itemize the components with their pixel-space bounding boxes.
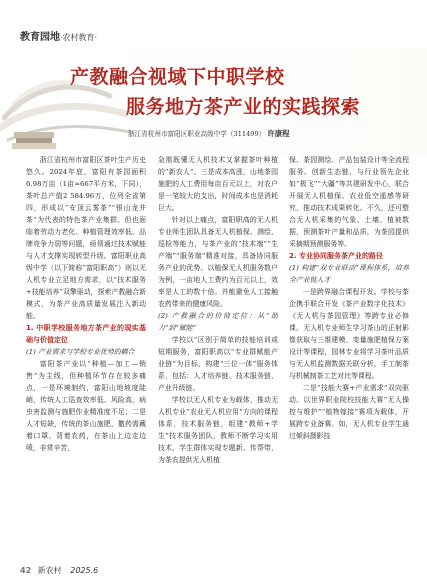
issue-date: 2025.6 [70, 566, 99, 575]
section-heading: 2. 专业协同服务茶产业的路径 [289, 252, 383, 260]
paragraph: 浙江省杭州市富阳区茶叶生产历史悠久。2024年底，富阳有茶园面积6.98万亩（1亩≈667平方米，下同），茶叶总产值2 584.96万，位列全省第四，形成以“安顶云雾茶”“银山龙井茶”为代表的特色茶产业集群。但也面临着劳动力老化、种植管理效率低、品牌竞争力弱等问题，亟须通过技术赋能与人才支撑实现转型升级。富阳职业高级中学（以下简称“富阳职高”）则以无人机专业立足地方需求，以“技术服务+技能培养”双擎驱动，探索产教融合新模式，为茶产业高质量发展注入新动能。 [26, 156, 146, 320]
page-footer [20, 565, 98, 576]
ink-swirl-strokes [0, 85, 130, 140]
paragraph: 学校以无人机专业为载体，推动无人机专业“农业无人机应用”方向的课程体系，技术服务链，组建“教师+学生”技术服务团队，教师不断学习实用技术，学生群体实现专题新、传帮带，为茶农提供无人机植 [158, 396, 278, 464]
paragraph: 急需既懂无人机技术又掌握茶叶种植的“新农人”。三是成本高涨，山地茶园施肥的人工费用每亩百元以上，对农户是一笔较大的支出，时间成本也是消耗巨大。 [158, 156, 278, 212]
page-number: 42 [20, 566, 32, 575]
subheading: (1) 构建“双专业联动”课程体系，培养全产业链人才 [289, 264, 409, 284]
book-stack-icon [12, 132, 56, 149]
author-name: 许康程 [267, 129, 290, 138]
magazine-name: 新农村 [37, 566, 62, 575]
paragraph: 一是跨界融合课程开发。学校与茶企携手联合开发《茶产业数字化技术》《无人机与茶园管理》等跨专业必修课。无人机专业师生学习茶山的正射影像获取与三维建模、变量施肥植保方案设计等课程，园林专业将学习茶叶品质与无人机监测数据关联分析，手工制茶与机械制茶工艺对比等课程。 [289, 288, 409, 380]
subheading: (1) 产业需求与学校专业优势的耦合 [26, 348, 135, 356]
section-heading: 1. 中职学校服务地方茶产业的现实基础与价值定位 [26, 324, 146, 344]
article-title-line1: 产教融合视域下中职学校 [70, 66, 285, 88]
paragraph: 二是“技能大赛+产业需求”双向驱动。以世界职业院校技能大赛“无人操控与维护”“植物嫁接”赛项为载体，开展跨专业备赛。如，无人机专业学生通过倾斜摄影技 [289, 384, 409, 440]
paragraph: 学校以“区别于简单的技能培训或短期服务，富阳职高以“专业群赋能产业链”为目标，构建“三位一体”服务体系，包括：人才培养链、技术服务链、产业升级链。 [158, 336, 278, 392]
text-column-2 [158, 154, 278, 554]
subheading: (2) 产教融合的价值定位：从“助力”到“赋能” [158, 312, 278, 332]
paragraph: 保、茶园测绘、产品包装设计等全流程服务。创新生态链，与行业领先企业如“极飞”“大疆”等共建研发中心，联合开展无人机植保、农业低空遥感等研究，推动技术成果转化。不久，还可整合无人机采集的气象、土壤、植被数据，预测茶叶产量和品质，为茶园提供采摘期预测服务等。 [289, 156, 409, 248]
section-tag [20, 28, 97, 43]
text-column-3 [289, 154, 409, 554]
paragraph: 针对以上痛点，富阳职高的无人机专业师生团队具备无人机植保、测绘、巡检等能力，与茶产业的“技术端”“生产端”“服务端”精准对接，具备协同服务产业的优势。以植保无人机服务数户为例，一亩地人工费约为百元以上，效率是人工的数十倍。并能避免人工接触农药带来的健康风险。 [158, 216, 278, 308]
section-tag-sub: ·农村教育· [60, 33, 98, 42]
author-affiliation: 浙江省杭州市富阳区职业高级中学（311499） [128, 130, 266, 138]
article-title-line2: 服务地方茶产业的实践探索 [126, 96, 361, 118]
text-column-1 [26, 154, 146, 554]
byline [128, 128, 290, 139]
paragraph: 富阳茶产业以“种植—加工—销售”为主线，但种植环节存在较多痛点，一是环境制约，富阳山地坡度陡峭，传统人工巡查效率低、风险高，病虫害监测与施肥作业精准度不足；二是人才短缺，传统的茶山施肥、撒药需藏着口罩、背着农药，在茶山上边走边喷，非常辛苦， [26, 360, 146, 452]
section-tag-label: 教育园地 [20, 32, 60, 43]
